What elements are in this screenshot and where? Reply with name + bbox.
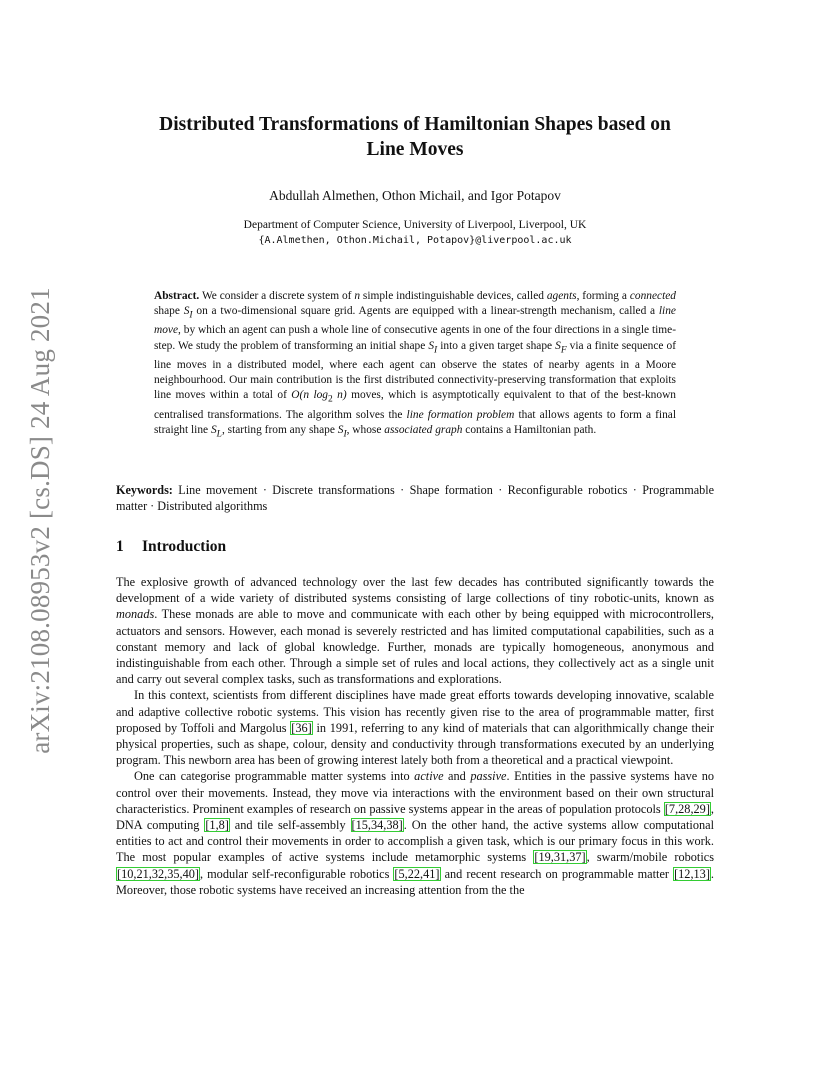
- keywords-label: Keywords:: [116, 483, 173, 497]
- abstract-math: S: [210, 423, 217, 436]
- author-list: Abdullah Almethen, Othon Michail, and Igor Potapov: [269, 188, 561, 203]
- citation-link[interactable]: [5,22,41]: [394, 866, 440, 881]
- citation-link[interactable]: [10,21,32,35,40]: [117, 866, 199, 881]
- affiliation-text: Department of Computer Science, University of Liverpool, Liverpool, UK: [243, 219, 587, 231]
- title-line-2: Line Moves: [366, 139, 464, 160]
- abstract: [154, 289, 676, 442]
- arxiv-id-text: arXiv:2108.08953v2 [cs.DS] 24 Aug 2021: [24, 286, 55, 754]
- abstract-text: , starting from any shape: [221, 423, 338, 436]
- abstract-math: I: [434, 344, 438, 355]
- abstract-text: , forming a: [576, 290, 630, 302]
- arxiv-identifier-stamp: [20, 280, 60, 760]
- body-emph: passive: [470, 769, 507, 784]
- body-text: and: [443, 769, 471, 784]
- abstract-text: We consider a discrete system of: [201, 290, 355, 302]
- abstract-text: , whose: [346, 423, 385, 436]
- body-text: One can categorise programmable matter systems into: [134, 769, 415, 784]
- keywords-text: Line movement · Discrete transformations · Shape formation · Reconfigurable robotics · Programmable matter · Distributed algorithms: [116, 483, 715, 513]
- abstract-emph: line move: [154, 305, 676, 337]
- body-text: and tile self-assembly: [229, 818, 351, 833]
- abstract-text: into a given target shape: [437, 339, 556, 352]
- body-text: . Moreover, those robotic systems have received an increasing attention from the the: [116, 866, 714, 897]
- abstract-text: that allows agents to form a final straight line: [154, 408, 676, 436]
- abstract-math: S: [428, 339, 435, 352]
- section-heading-introduction: [116, 538, 714, 556]
- abstract-text: simple indistinguishable devices, called: [360, 290, 547, 302]
- body-text: , swarm/mobile robotics: [586, 850, 714, 865]
- citation-link[interactable]: [1,8]: [205, 818, 229, 833]
- author-emails: {A.Almethen, Othon.Michail, Potapov}@liverpool.ac.uk: [258, 235, 572, 246]
- abstract-text: contains a Hamiltonian path.: [462, 423, 597, 436]
- abstract-math: F: [560, 344, 567, 355]
- abstract-emph: associated graph: [384, 423, 463, 436]
- section-number: 1: [116, 538, 124, 555]
- title-line-1: Distributed Transformations of Hamiltonian Shapes based on: [159, 114, 671, 135]
- abstract-emph: agents: [546, 290, 577, 302]
- body-text: In this context, scientists from different disciplines have made great efforts towards developing innovative, scalable and adaptive collective robotic systems. This vision has recently given rise to the area of programmable matter, first proposed by Toffoli and Margolus: [116, 688, 714, 735]
- citation-link[interactable]: [19,31,37]: [534, 850, 586, 865]
- body-emph: active: [414, 769, 444, 784]
- abstract-text: , by which an agent can push a whole line of consecutive agents in one of the four directions in a single time-step. We study the problem of transforming an initial shape: [154, 324, 676, 352]
- abstract-emph: connected: [629, 290, 676, 302]
- abstract-math: S: [337, 423, 344, 436]
- keywords: [116, 482, 714, 514]
- abstract-text: moves, which is asymptotically equivalent to that of the best-known centralised transformations. The algorithm solves the: [154, 389, 676, 421]
- abstract-math: S: [555, 339, 561, 352]
- body-text: and recent research on programmable matter: [440, 866, 674, 881]
- abstract-text: via a finite sequence of line moves in a distributed model, where each agent can observe the states of nearby agents in a Moore neighbourhood. Our main contribution is the first distributed connectivity-preserving transformation that exploits line moves within a total of: [154, 339, 677, 402]
- section-title: Introduction: [142, 538, 227, 555]
- paragraph: [116, 574, 714, 687]
- body-text: , DNA computing: [116, 801, 714, 833]
- citation-link[interactable]: [7,28,29]: [664, 801, 710, 816]
- citation-link[interactable]: [36]: [291, 720, 312, 735]
- body-text: . These monads are able to move and communicate with each other by being equipped with microcontrollers, actuators and sensors. However, each monad is severely restricted and has limited computational capabilities, such as a constant memory and lack of global knowledge. Further, monads are typically homogeneous, anonymous and indistinguishable from each other. Through a simple set of rules and local actions, they collectively act as a single unit and carry out several complex tasks, such as transformations and explorations.: [116, 607, 714, 687]
- introduction-body: [116, 574, 714, 898]
- paragraph: [116, 687, 714, 768]
- abstract-text: on a two-dimensional square grid. Agents are equipped with a linear-strength mechanism, called a: [192, 305, 659, 318]
- abstract-emph: line formation problem: [406, 408, 515, 421]
- body-text: , modular self-reconfigurable robotics: [199, 866, 394, 881]
- body-text: The explosive growth of advanced technology over the last few decades has contributed significantly towards the development of a wide variety of distributed systems consisting of large collections of tiny robotic-units, known as: [116, 575, 714, 606]
- abstract-math: O(n log: [291, 389, 328, 402]
- abstract-math: I: [189, 310, 193, 321]
- affiliation-block: [116, 218, 714, 248]
- abstract-math: n): [332, 389, 347, 402]
- citation-link[interactable]: [12,13]: [674, 866, 710, 881]
- abstract-label: Abstract.: [154, 290, 200, 302]
- body-text: . On the other hand, the active systems allow computational entities to act and control their movements in order to accomplish a given task, which is our primary focus in this work. The most popular examples of active systems include metamorphic systems: [116, 818, 715, 865]
- abstract-math: n: [354, 290, 361, 302]
- abstract-math: I: [343, 428, 347, 439]
- paper-title: [116, 112, 714, 162]
- paragraph: [116, 768, 714, 898]
- body-text: in 1991, referring to any kind of materials that can algorithmically change their physical properties, such as shape, colour, density and conductivity through transformations executed by an underlying program. This newborn area has been of growing interest lately both from a theoretical and a practical viewpoint.: [116, 720, 714, 768]
- abstract-math: 2: [328, 394, 333, 405]
- abstract-math: S: [183, 305, 190, 318]
- citation-link[interactable]: [15,34,38]: [351, 818, 403, 833]
- abstract-text: shape: [154, 305, 184, 318]
- body-text: . Entities in the passive systems have no control over their movements. Instead, they move via interactions with the environment based on their own structural characteristics. Prominent examples of research on passive systems appear in the areas of population protocols: [116, 769, 714, 816]
- body-emph: monads: [116, 607, 155, 622]
- abstract-math: L: [216, 428, 222, 439]
